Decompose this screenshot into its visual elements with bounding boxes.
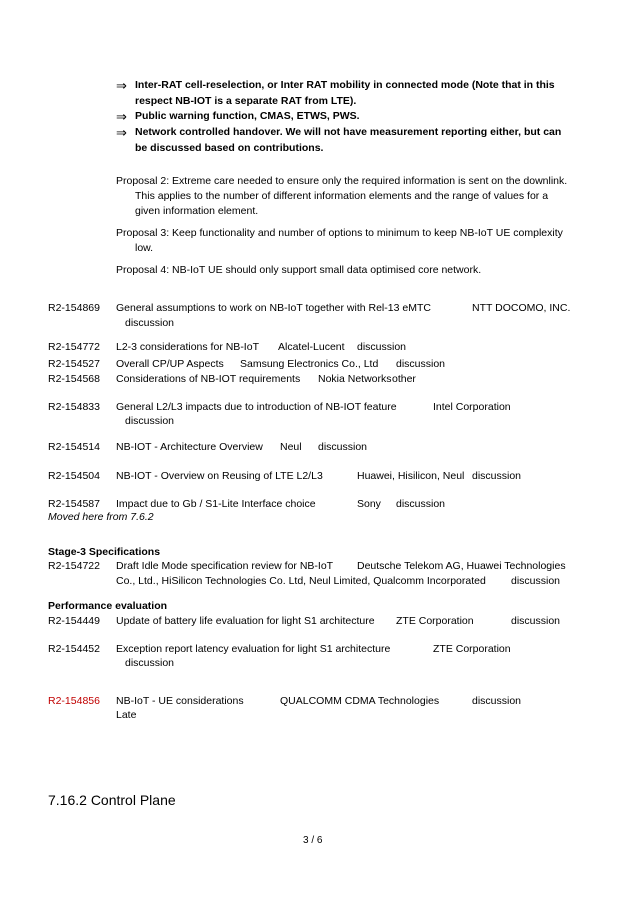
- doc-source: Samsung Electronics Co., Ltd: [240, 358, 379, 370]
- doc-source: ZTE Corporation: [433, 643, 511, 655]
- doc-source: NTT DOCOMO, INC.: [472, 302, 571, 314]
- doc-id[interactable]: R2-154568: [48, 373, 100, 385]
- doc-type: discussion: [511, 575, 561, 587]
- doc-id[interactable]: R2-154527: [48, 358, 100, 370]
- proposal-2-line-2: This applies to the number of different information elements and the range of values for a: [135, 190, 549, 202]
- doc-type: discussion: [396, 358, 446, 370]
- doc-id[interactable]: R2-154587: [48, 498, 100, 510]
- section-heading: 7.16.2 Control Plane: [48, 792, 176, 808]
- doc-title: Draft Idle Mode specification review for NB-IoT: [116, 560, 334, 572]
- proposal-3-line-1: Proposal 3: Keep functionality and number of options to minimum to keep NB-IoT UE complexity: [116, 227, 563, 239]
- doc-id[interactable]: R2-154504: [48, 470, 100, 482]
- doc-note: Moved here from 7.6.2: [48, 511, 154, 523]
- doc-id[interactable]: R2-154869: [48, 302, 100, 314]
- bullet-3-line-2: be discussed based on contributions.: [135, 142, 324, 154]
- doc-title: NB-IOT - Architecture Overview: [116, 441, 263, 453]
- arrow-icon: ⇒: [116, 109, 127, 124]
- doc-id[interactable]: R2-154772: [48, 341, 100, 353]
- proposal-2-line-3: given information element.: [135, 205, 259, 217]
- proposal-4-line-1: Proposal 4: NB-IoT UE should only support small data optimised core network.: [116, 264, 482, 276]
- doc-type: discussion: [472, 695, 522, 707]
- doc-source: Deutsche Telekom AG, Huawei Technologies: [357, 560, 566, 572]
- doc-type: discussion: [472, 470, 522, 482]
- doc-type: discussion: [357, 341, 407, 353]
- doc-source: Neul: [280, 441, 302, 453]
- page-number: 3 / 6: [303, 835, 323, 846]
- bullet-3-line-1: Network controlled handover. We will not have measurement reporting either, but can: [135, 126, 562, 138]
- doc-title: General L2/L3 impacts due to introduction of NB-IOT feature: [116, 401, 397, 413]
- doc-type: discussion: [396, 498, 446, 510]
- bullet-1-line-2: respect NB-IOT is a separate RAT from LTE).: [135, 95, 357, 107]
- doc-title: Considerations of NB-IOT requirements: [116, 373, 301, 385]
- doc-title: Update of battery life evaluation for light S1 architecture: [116, 615, 375, 627]
- doc-type: discussion: [125, 657, 175, 669]
- doc-type: discussion: [125, 317, 175, 329]
- doc-source: QUALCOMM CDMA Technologies: [280, 695, 440, 707]
- doc-id[interactable]: R2-154514: [48, 441, 100, 453]
- proposal-3-line-2: low.: [135, 242, 154, 254]
- doc-title: NB-IoT - UE considerations: [116, 695, 244, 707]
- doc-source-cont: Co., Ltd., HiSilicon Technologies Co. Ltd, Neul Limited, Qualcomm Incorporated: [116, 575, 486, 587]
- doc-title: General assumptions to work on NB-IoT together with Rel-13 eMTC: [116, 302, 431, 314]
- doc-id[interactable]: R2-154722: [48, 560, 100, 572]
- doc-source: Alcatel-Lucent: [278, 341, 345, 353]
- doc-title: Exception report latency evaluation for light S1 architecture: [116, 643, 391, 655]
- heading-stage3: Stage-3 Specifications: [48, 546, 161, 558]
- bullet-2-line-1: Public warning function, CMAS, ETWS, PWS.: [135, 110, 360, 122]
- doc-id[interactable]: R2-154449: [48, 615, 100, 627]
- doc-type: discussion: [125, 415, 175, 427]
- doc-type: discussion: [318, 441, 368, 453]
- doc-source: Nokia Networks: [318, 373, 392, 385]
- doc-source: Huawei, Hisilicon, Neul: [357, 470, 465, 482]
- doc-source: Sony: [357, 498, 381, 510]
- doc-type: other: [392, 373, 416, 385]
- doc-id[interactable]: R2-154833: [48, 401, 100, 413]
- doc-source: Intel Corporation: [433, 401, 511, 413]
- proposal-2-line-1: Proposal 2: Extreme care needed to ensure only the required information is sent on the downlink.: [116, 175, 568, 187]
- doc-title: NB-IOT - Overview on Reusing of LTE L2/L3: [116, 470, 323, 482]
- doc-source: ZTE Corporation: [396, 615, 474, 627]
- doc-title: Overall CP/UP Aspects: [116, 358, 224, 370]
- doc-title: Impact due to Gb / S1-Lite Interface choice: [116, 498, 316, 510]
- doc-note: Late: [116, 709, 137, 721]
- doc-type: discussion: [511, 615, 561, 627]
- arrow-icon: ⇒: [116, 125, 127, 140]
- bullet-1-line-1: Inter-RAT cell-reselection, or Inter RAT mobility in connected mode (Note that in this: [135, 79, 555, 91]
- heading-performance: Performance evaluation: [48, 600, 168, 612]
- doc-id[interactable]: R2-154452: [48, 643, 100, 655]
- doc-title: L2-3 considerations for NB-IoT: [116, 341, 259, 353]
- doc-id-late[interactable]: R2-154856: [48, 695, 100, 707]
- arrow-icon: ⇒: [116, 78, 127, 93]
